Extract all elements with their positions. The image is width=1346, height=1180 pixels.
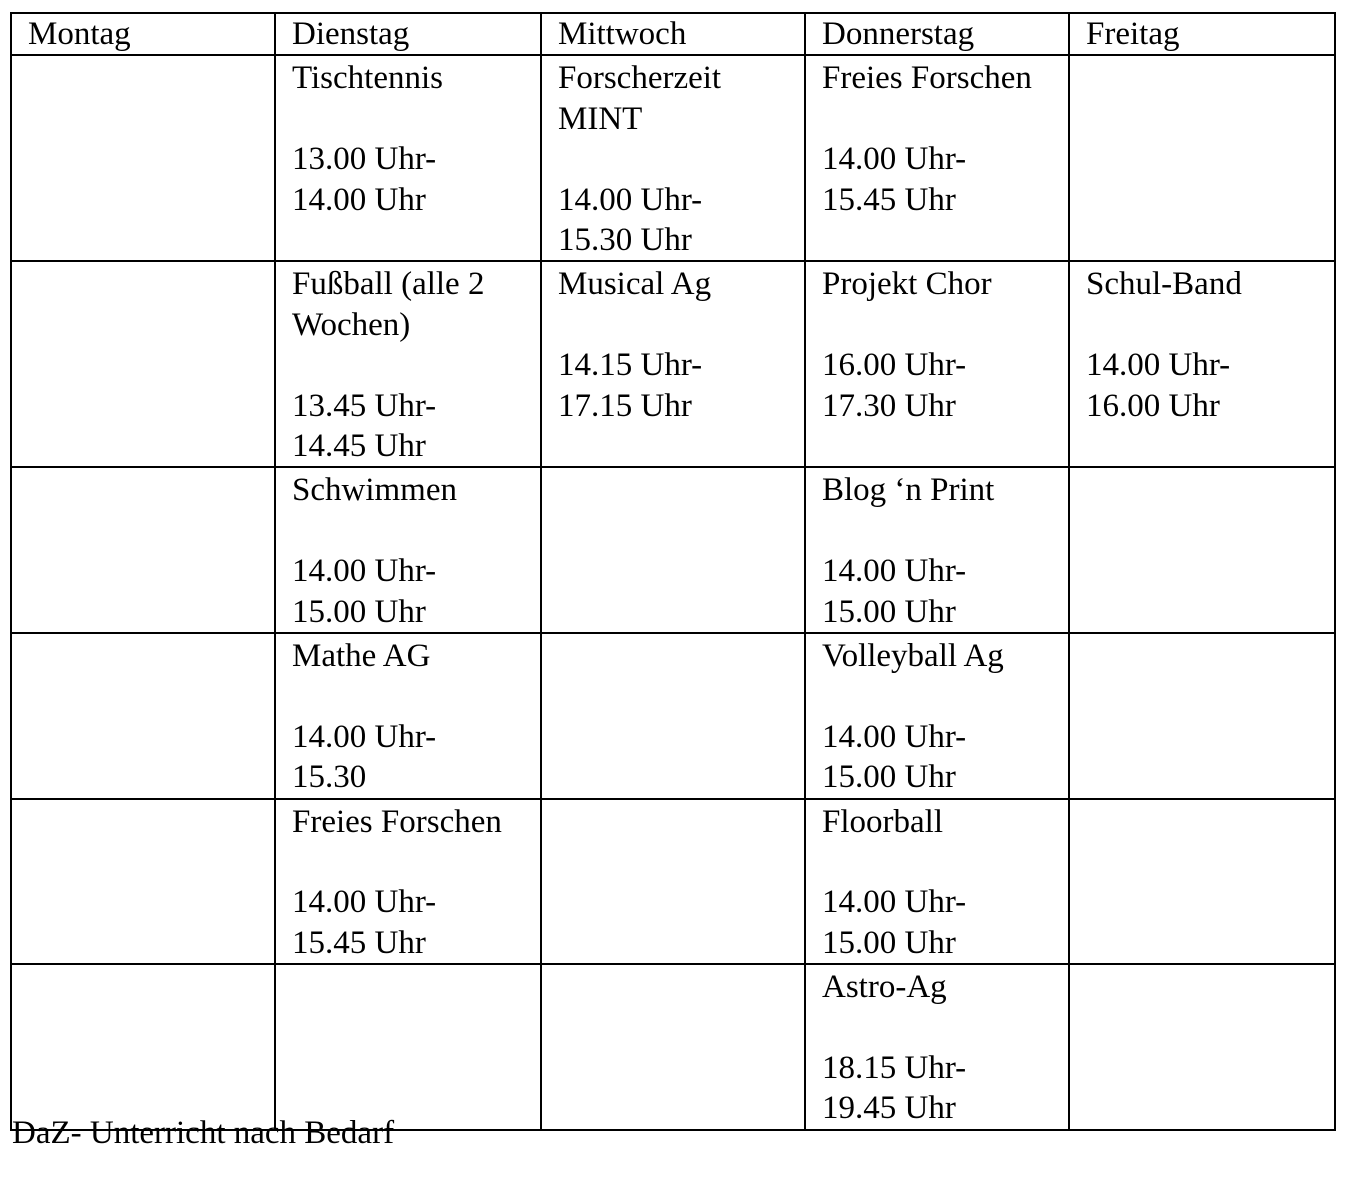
header-mittwoch: Mittwoch xyxy=(541,13,805,55)
cell-mittwoch xyxy=(541,799,805,965)
activity-time-start: 14.00 Uhr- xyxy=(822,141,967,178)
cell-mittwoch xyxy=(541,261,805,467)
activity-time-start: 14.00 Uhr- xyxy=(292,718,437,755)
activity-time-start: 13.00 Uhr- xyxy=(292,141,437,178)
table-row xyxy=(11,964,1335,1130)
activity-time-start: 18.15 Uhr- xyxy=(822,1050,967,1087)
activity-time-end: 14.00 Uhr xyxy=(292,181,426,218)
cell-dienstag xyxy=(275,799,541,965)
cell-montag xyxy=(11,467,275,633)
cell-montag xyxy=(11,964,275,1130)
activity-time-end: 19.45 Uhr xyxy=(822,1090,956,1127)
activity-time-start: 14.00 Uhr- xyxy=(1086,347,1231,384)
cell-montag xyxy=(11,799,275,965)
activity-time-end: 15.30 Uhr xyxy=(558,222,692,259)
table-row xyxy=(11,633,1335,799)
activity-time-start: 14.00 Uhr- xyxy=(822,884,967,921)
activity-name: Freies Forschen xyxy=(822,60,1032,97)
cell-donnerstag xyxy=(805,633,1069,799)
activity-name: Musical Ag xyxy=(558,266,712,303)
cell-montag xyxy=(11,633,275,799)
activity-time-end: 15.45 Uhr xyxy=(822,181,956,218)
activity-name: Tischtennis xyxy=(292,60,443,97)
activity-name: Freies Forschen xyxy=(292,803,502,840)
cell-dienstag xyxy=(275,55,541,261)
cell-donnerstag xyxy=(805,55,1069,261)
header-freitag: Freitag xyxy=(1069,13,1335,55)
activity-time-end: 15.00 Uhr xyxy=(822,759,956,796)
activity-time-start: 14.00 Uhr- xyxy=(822,718,967,755)
activity-name: Schul-Band xyxy=(1086,266,1242,303)
cell-mittwoch xyxy=(541,633,805,799)
table-row xyxy=(11,467,1335,633)
header-row xyxy=(11,13,1335,55)
activity-time-end: 15.00 Uhr xyxy=(292,593,426,630)
footnote: DaZ- Unterricht nach Bedarf xyxy=(12,1115,395,1151)
activity-time-start: 14.15 Uhr- xyxy=(558,347,703,384)
header-montag: Montag xyxy=(11,13,275,55)
activity-time-start: 16.00 Uhr- xyxy=(822,347,967,384)
activity-time-start: 14.00 Uhr- xyxy=(292,884,437,921)
cell-donnerstag xyxy=(805,467,1069,633)
activity-name: Projekt Chor xyxy=(822,266,992,303)
cell-freitag xyxy=(1069,55,1335,261)
activity-name: Floorball xyxy=(822,803,943,840)
activity-name-line2: MINT xyxy=(558,100,643,137)
activity-name: Fußball (alle 2 xyxy=(292,266,485,303)
activity-time-start: 14.00 Uhr- xyxy=(292,553,437,590)
cell-donnerstag xyxy=(805,261,1069,467)
activity-time-end: 15.30 xyxy=(292,759,367,796)
table-row xyxy=(11,261,1335,467)
activity-name: Astro-Ag xyxy=(822,969,947,1006)
activity-name: Schwimmen xyxy=(292,472,457,509)
header-dienstag: Dienstag xyxy=(275,13,541,55)
cell-mittwoch xyxy=(541,964,805,1130)
activity-time-start: 14.00 Uhr- xyxy=(558,181,703,218)
schedule-table xyxy=(10,12,1336,1131)
cell-donnerstag xyxy=(805,799,1069,965)
cell-mittwoch xyxy=(541,55,805,261)
activity-time-start: 14.00 Uhr- xyxy=(822,553,967,590)
activity-name: Mathe AG xyxy=(292,638,431,675)
activity-time-start: 13.45 Uhr- xyxy=(292,387,437,424)
activity-time-end: 17.15 Uhr xyxy=(558,387,692,424)
cell-freitag xyxy=(1069,964,1335,1130)
activity-time-end: 15.00 Uhr xyxy=(822,924,956,961)
header-donnerstag: Donnerstag xyxy=(805,13,1069,55)
cell-dienstag xyxy=(275,633,541,799)
activity-time-end: 17.30 Uhr xyxy=(822,387,956,424)
cell-freitag xyxy=(1069,261,1335,467)
cell-freitag xyxy=(1069,633,1335,799)
activity-time-end: 15.00 Uhr xyxy=(822,593,956,630)
activity-time-end: 15.45 Uhr xyxy=(292,924,426,961)
cell-donnerstag xyxy=(805,964,1069,1130)
activity-name: Forscherzeit xyxy=(558,60,722,97)
activity-time-end: 14.45 Uhr xyxy=(292,428,426,465)
activity-name: Blog ‘n Print xyxy=(822,472,995,509)
cell-dienstag xyxy=(275,261,541,467)
activity-time-end: 16.00 Uhr xyxy=(1086,387,1220,424)
activity-name: Volleyball Ag xyxy=(822,638,1004,675)
table-row xyxy=(11,55,1335,261)
cell-montag xyxy=(11,261,275,467)
cell-dienstag xyxy=(275,964,541,1130)
activity-name-line2: Wochen) xyxy=(292,306,411,343)
cell-freitag xyxy=(1069,799,1335,965)
cell-montag xyxy=(11,55,275,261)
table-row xyxy=(11,799,1335,965)
cell-mittwoch xyxy=(541,467,805,633)
cell-dienstag xyxy=(275,467,541,633)
cell-freitag xyxy=(1069,467,1335,633)
